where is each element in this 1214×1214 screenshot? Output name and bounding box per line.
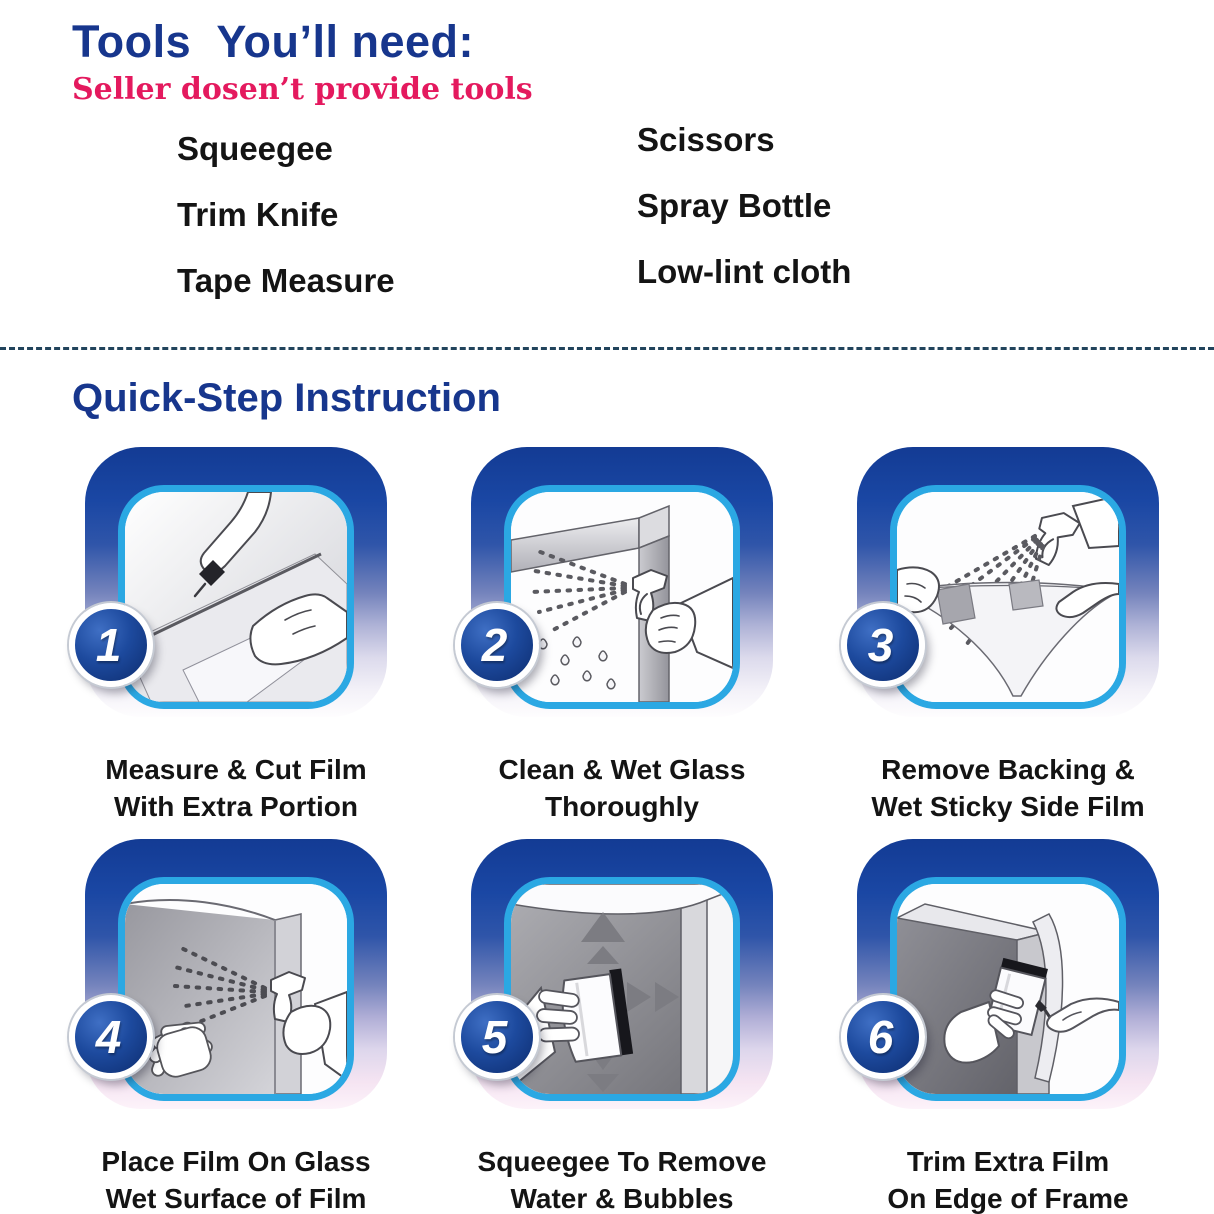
step-caption	[85, 751, 387, 825]
tools-list	[177, 121, 1214, 329]
caption-line-2: Thoroughly	[545, 791, 699, 822]
step-illustration-spray-glass	[504, 485, 740, 709]
step-caption	[857, 1143, 1159, 1214]
tool-item-trim-knife: Trim Knife	[177, 196, 339, 233]
step-illustration-remove-backing	[890, 485, 1126, 709]
step-illustration-place-film	[118, 877, 354, 1101]
tools-section	[0, 0, 1214, 329]
tool-item-spray-bottle: Spray Bottle	[637, 187, 832, 224]
step-number-badge	[841, 603, 925, 687]
tools-column-left	[177, 131, 637, 329]
tools-subtitle: Seller dosen’t provide tools	[72, 72, 533, 107]
step-card-2	[471, 447, 773, 825]
caption-line-1: Measure & Cut Film	[105, 754, 367, 785]
step-tile-5	[471, 839, 773, 1109]
step-number: 2	[481, 619, 508, 671]
tool-item-tape-measure: Tape Measure	[177, 262, 395, 299]
caption-line-1: Place Film On Glass	[101, 1146, 371, 1177]
step-card-5	[471, 839, 773, 1214]
spray-glass-illustration	[511, 492, 733, 702]
step-number: 1	[95, 619, 122, 671]
step-tile-1	[85, 447, 387, 717]
steps-title: Quick-Step Instruction	[72, 376, 501, 420]
caption-line-2: Wet Surface of Film	[105, 1183, 367, 1214]
caption-line-2: With Extra Portion	[114, 791, 358, 822]
cut-film-illustration	[125, 492, 347, 702]
caption-line-1: Trim Extra Film	[906, 1146, 1110, 1177]
dashed-divider	[0, 347, 1214, 350]
remove-backing-illustration	[897, 492, 1119, 702]
step-number-badge	[69, 603, 153, 687]
steps-grid	[85, 447, 1214, 1214]
step-card-4	[85, 839, 387, 1214]
caption-line-2: Water & Bubbles	[510, 1183, 734, 1214]
outer-wall	[707, 886, 733, 1094]
step-number-badge	[841, 995, 925, 1079]
tool-item-scissors: Scissors	[637, 121, 775, 158]
trim-film-illustration	[897, 884, 1119, 1094]
tool-item-low-lint-cloth: Low-lint cloth	[637, 253, 852, 290]
step-number: 6	[867, 1011, 894, 1063]
step-tile-6	[857, 839, 1159, 1109]
squeegee-illustration	[511, 884, 733, 1094]
step-card-3	[857, 447, 1159, 825]
step-tile-3	[857, 447, 1159, 717]
step-number: 3	[867, 619, 894, 671]
step-tile-4	[85, 839, 387, 1109]
step-illustration-squeegee	[504, 877, 740, 1101]
film-backing-tab	[937, 584, 975, 624]
steps-section	[0, 376, 1214, 1214]
caption-line-1: Squeegee To Remove	[477, 1146, 767, 1177]
tools-column-right	[637, 122, 1214, 320]
step-card-6	[857, 839, 1159, 1214]
step-illustration-cut-film	[118, 485, 354, 709]
step-number: 5	[481, 1011, 508, 1063]
step-caption	[471, 1143, 773, 1214]
step-caption	[85, 1143, 387, 1214]
hand-icon	[537, 989, 580, 1041]
caption-line-2: Wet Sticky Side Film	[871, 791, 1145, 822]
film-backing-tab	[1009, 580, 1043, 610]
caption-line-1: Remove Backing &	[881, 754, 1135, 785]
step-caption	[857, 751, 1159, 825]
tool-item-squeegee: Squeegee	[177, 130, 333, 167]
caption-line-1: Clean & Wet Glass	[498, 754, 746, 785]
step-caption	[471, 751, 773, 825]
step-number-badge	[455, 603, 539, 687]
step-tile-2	[471, 447, 773, 717]
window-frame-side	[681, 892, 707, 1094]
step-number-badge	[69, 995, 153, 1079]
step-number: 4	[95, 1011, 122, 1063]
caption-line-2: On Edge of Frame	[887, 1183, 1129, 1214]
step-card-1	[85, 447, 387, 825]
step-number-badge	[455, 995, 539, 1079]
place-film-illustration	[125, 884, 347, 1094]
step-illustration-trim-film	[890, 877, 1126, 1101]
tools-title: Tools You’ll need:	[72, 16, 475, 67]
